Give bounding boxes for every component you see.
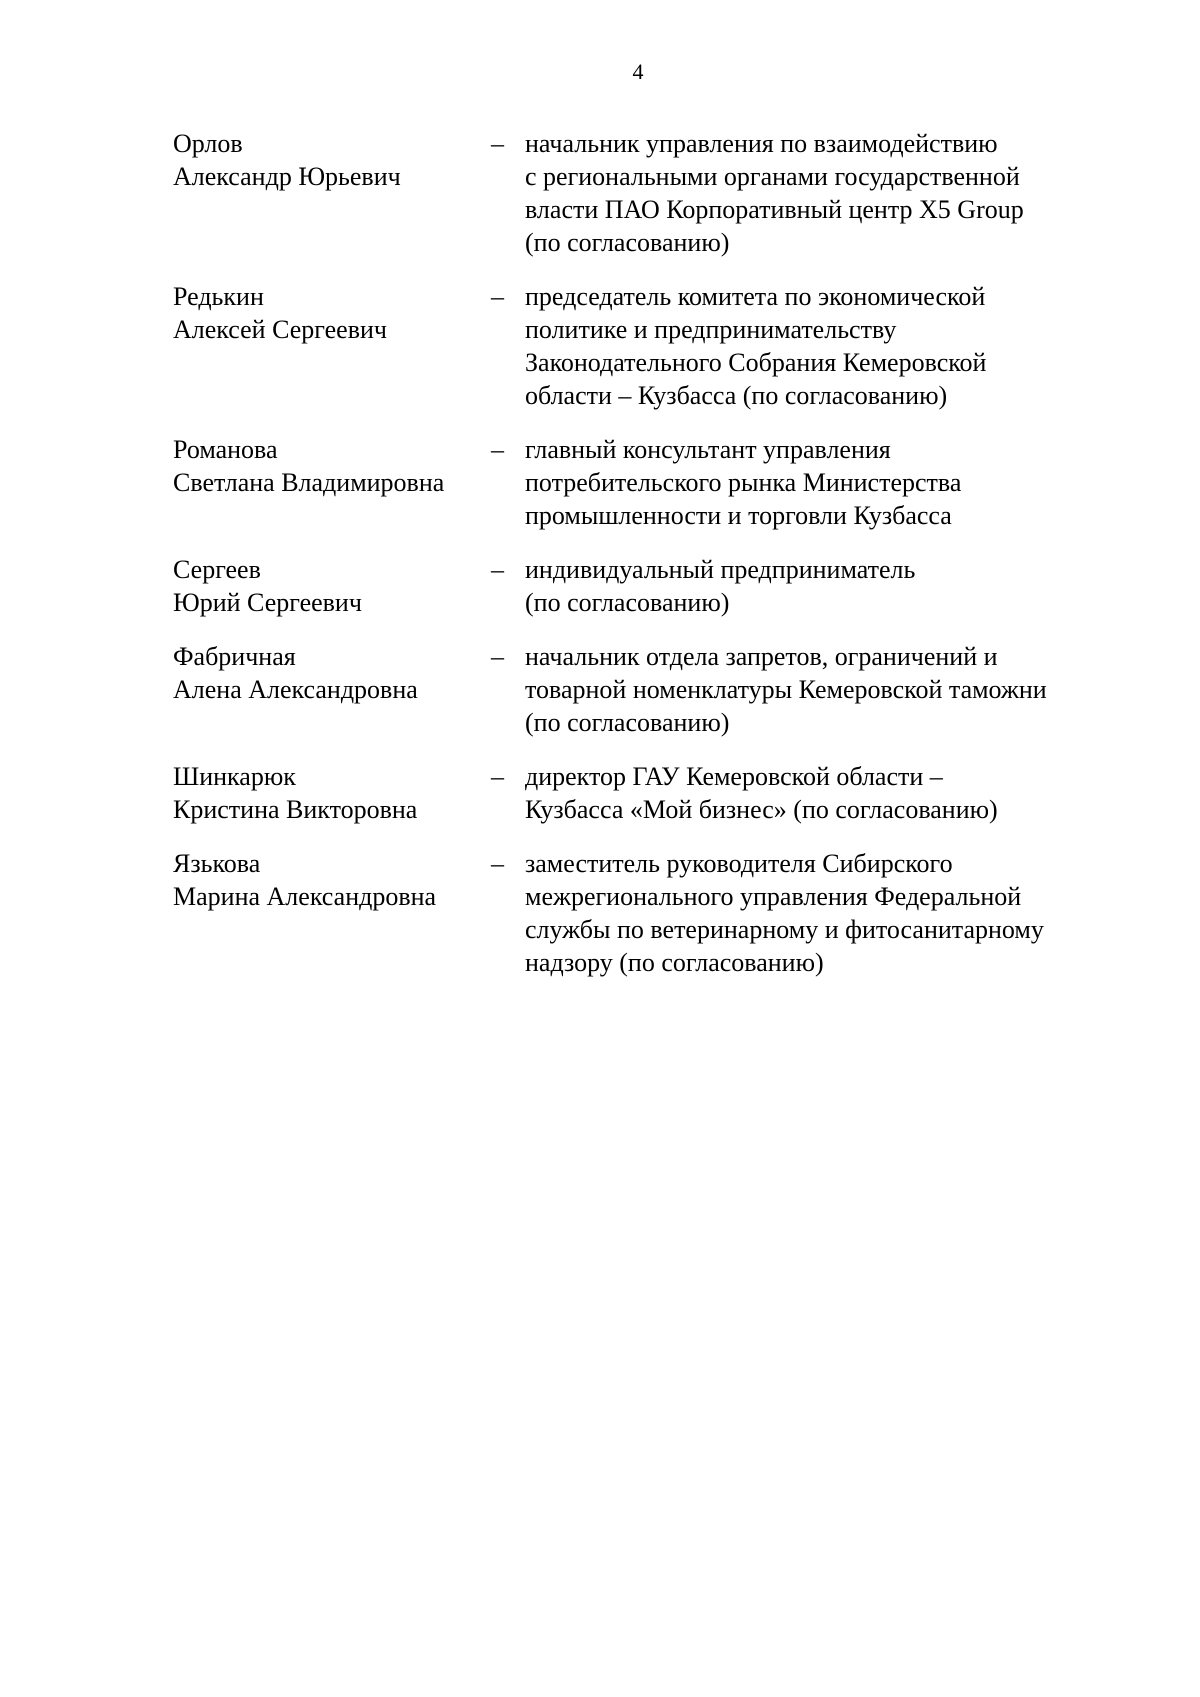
member-surname: Редькин (173, 282, 264, 311)
member-surname: Сергеев (173, 555, 261, 584)
member-entry (173, 280, 1123, 412)
member-role (525, 760, 1123, 826)
member-list (173, 127, 1123, 1000)
member-name (173, 640, 491, 739)
member-name (173, 847, 491, 979)
member-surname: Язькова (173, 849, 261, 878)
member-entry (173, 640, 1123, 739)
member-dash: – (491, 435, 504, 464)
member-role-line: власти ПАО Корпоративный центр X5 Group (525, 195, 1024, 224)
member-role-line: начальник отдела запретов, ограничений и (525, 642, 998, 671)
member-given-names: Светлана Владимировна (173, 468, 445, 497)
member-entry (173, 553, 1123, 619)
member-name (173, 433, 491, 532)
member-given-names: Алена Александровна (173, 675, 418, 704)
member-role-line: надзору (по согласованию) (525, 948, 824, 977)
member-role (525, 433, 1123, 532)
member-role-line: межрегионального управления Федеральной (525, 882, 1022, 911)
member-dash: – (491, 642, 504, 671)
member-role-line: заместитель руководителя Сибирского (525, 849, 953, 878)
page-number: 4 (632, 59, 644, 84)
member-surname: Романова (173, 435, 278, 464)
member-role (525, 280, 1123, 412)
member-role-line: политике и предпринимательству (525, 315, 897, 344)
member-role-line: Кузбасса «Мой бизнес» (по согласованию) (525, 795, 998, 824)
member-entry (173, 433, 1123, 532)
member-role-line: потребительского рынка Министерства (525, 468, 962, 497)
member-role (525, 640, 1123, 739)
member-role-line: (по согласованию) (525, 228, 730, 257)
member-role-line: директор ГАУ Кемеровской области – (525, 762, 943, 791)
member-dash: – (491, 555, 504, 584)
member-surname: Фабричная (173, 642, 296, 671)
member-role-line: с региональными органами государственной (525, 162, 1020, 191)
member-role-line: (по согласованию) (525, 708, 730, 737)
member-entry (173, 847, 1123, 979)
member-role (525, 127, 1123, 259)
member-given-names: Юрий Сергеевич (173, 588, 362, 617)
member-role-line: Законодательного Собрания Кемеровской (525, 348, 987, 377)
member-dash: – (491, 762, 504, 791)
member-entry (173, 127, 1123, 259)
member-name (173, 280, 491, 412)
member-role-line: товарной номенклатуры Кемеровской таможни (525, 675, 1047, 704)
member-role-line: начальник управления по взаимодействию (525, 129, 998, 158)
member-role-line: главный консультант управления (525, 435, 891, 464)
member-role-line: председатель комитета по экономической (525, 282, 986, 311)
member-dash: – (491, 282, 504, 311)
member-role-line: (по согласованию) (525, 588, 730, 617)
member-name (173, 553, 491, 619)
member-role-line: индивидуальный предприниматель (525, 555, 916, 584)
member-name (173, 127, 491, 259)
member-given-names: Кристина Викторовна (173, 795, 418, 824)
member-surname: Шинкарюк (173, 762, 296, 791)
member-dash: – (491, 849, 504, 878)
member-entry (173, 760, 1123, 826)
member-role-line: промышленности и торговли Кузбасса (525, 501, 952, 530)
member-name (173, 760, 491, 826)
member-dash: – (491, 129, 504, 158)
member-role (525, 553, 1123, 619)
member-given-names: Марина Александровна (173, 882, 437, 911)
member-role-line: службы по ветеринарному и фитосанитарному (525, 915, 1044, 944)
member-given-names: Александр Юрьевич (173, 162, 401, 191)
member-role-line: области – Кузбасса (по согласованию) (525, 381, 948, 410)
member-role (525, 847, 1123, 979)
member-given-names: Алексей Сергеевич (173, 315, 387, 344)
member-surname: Орлов (173, 129, 243, 158)
